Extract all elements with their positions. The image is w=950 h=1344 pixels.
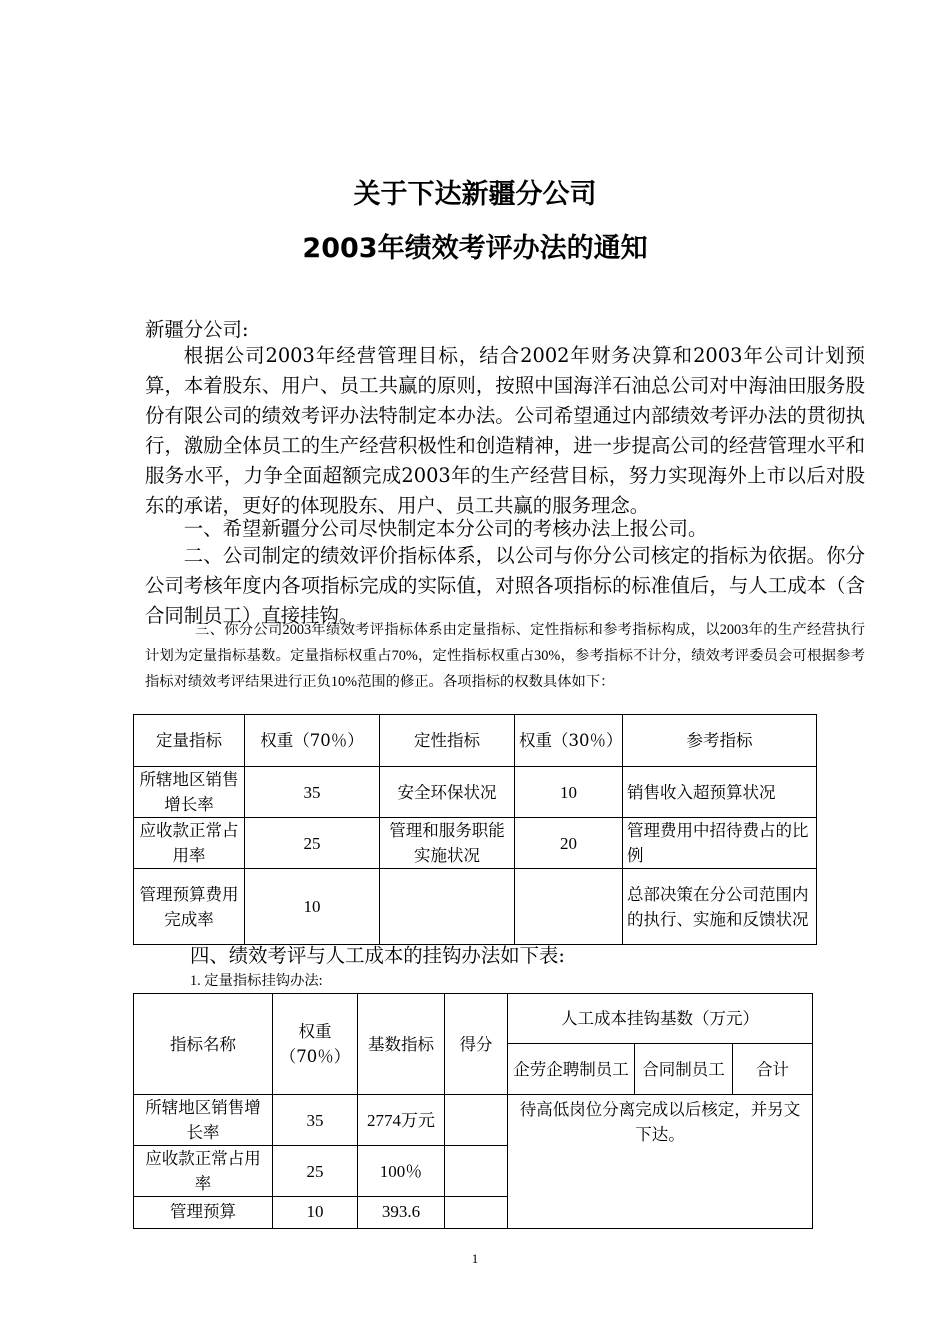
document-title-line2: 2003年绩效考评办法的通知: [302, 233, 648, 264]
cell-qual-weight: [515, 869, 623, 945]
cell-quant-weight: 35: [245, 767, 380, 818]
cell-qual: 安全环保状况: [380, 767, 515, 818]
salutation: 新疆分公司:: [145, 318, 249, 341]
cell-quant-weight: 10: [245, 869, 380, 945]
header-weight: 权重（70％）: [273, 994, 358, 1095]
paragraph-intro: 根据公司2003年经营管理目标，结合2002年财务决算和2003年公司计划预算，本着股东、用户、员工共赢的原则，按照中国海洋石油总公司对中海油田服务股份有限公司的绩效考评办法特制定本办法。公司希望通过内部绩效考评办法的贯彻执行，激励全体员工的生产经营积极性和创造精神，进一步提高公司的经营管理水平和服务水平，力争全面超额完成2003年的生产经营目标，努力实现海外上市以后对股东的承诺，更好的体现股东、用户、员工共赢的服务理念。: [145, 344, 865, 517]
header-qual-weight: 权重（30％）: [515, 715, 623, 767]
table-row: [134, 869, 817, 945]
cell-quant: 应收款正常占用率: [134, 818, 245, 869]
cell-name: 应收款正常占用率: [134, 1146, 273, 1197]
paragraph-item-2: 二、公司制定的绩效评价指标体系，以公司与你分公司核定的指标为依据。你分公司考核年度内各项指标完成的实际值，对照各项指标的标准值后，与人工成本（含合同制员工）直接挂钩。: [145, 544, 865, 627]
cell-qual-weight: 10: [515, 767, 623, 818]
cell-quant-weight: 25: [245, 818, 380, 869]
cell-qual: 管理和服务职能实施状况: [380, 818, 515, 869]
cell-base: 100％: [358, 1146, 445, 1197]
cell-quant: 管理预算费用完成率: [134, 869, 245, 945]
cell-weight: 35: [273, 1095, 358, 1146]
header-sub-total: 合计: [733, 1044, 813, 1095]
cell-ref: 管理费用中招待费占的比例: [623, 818, 817, 869]
subsection-1-heading: 1. 定量指标挂钩办法:: [190, 973, 323, 989]
cell-score: [445, 1146, 508, 1197]
header-base: 基数指标: [358, 994, 445, 1095]
table-header-row: [134, 715, 817, 767]
cell-base: 393.6: [358, 1197, 445, 1229]
page-number: 1: [471, 1251, 479, 1266]
header-quant: 定量指标: [134, 715, 245, 767]
cell-name: 所辖地区销售增长率: [134, 1095, 273, 1146]
table-row: [134, 1095, 813, 1146]
cell-weight: 10: [273, 1197, 358, 1229]
cell-score: [445, 1197, 508, 1229]
cell-weight: 25: [273, 1146, 358, 1197]
cell-qual-weight: 20: [515, 818, 623, 869]
merged-note: 待高低岗位分离完成以后核定，并另文下达。: [508, 1095, 813, 1229]
header-score: 得分: [445, 994, 508, 1095]
header-quant-weight: 权重（70％）: [245, 715, 380, 767]
cell-ref: 销售收入超预算状况: [623, 767, 817, 818]
cell-qual: [380, 869, 515, 945]
cell-score: [445, 1095, 508, 1146]
header-name: 指标名称: [134, 994, 273, 1095]
cell-quant: 所辖地区销售增长率: [134, 767, 245, 818]
header-cost-group: 人工成本挂钩基数（万元）: [508, 994, 813, 1044]
paragraph-item-3: 三、你分公司2003年绩效考评指标体系由定量指标、定性指标和参考指标构成，以2003年的生产经营执行计划为定量指标基数。定量指标权重占70%，定性指标权重占30%，参考指标不计分，绩效考评委员会可根据参考指标对绩效考评结果进行正负10%范围的修正。各项指标的权数具体如下：: [145, 622, 865, 690]
indicator-weights-table: [133, 714, 817, 945]
document-title-line1: 关于下达新疆分公司: [353, 179, 597, 210]
cell-ref: 总部决策在分公司范围内的执行、实施和反馈状况: [623, 869, 817, 945]
header-sub-contract: 合同制员工: [635, 1044, 733, 1095]
paragraph-item-1: 一、希望新疆分公司尽快制定本分公司的考核办法上报公司。: [183, 517, 708, 540]
cost-linkage-table: [133, 993, 813, 1229]
table-row: [134, 767, 817, 818]
section-4-heading: 四、绩效考评与人工成本的挂钩办法如下表:: [190, 944, 565, 967]
cell-base: 2774万元: [358, 1095, 445, 1146]
header-qual: 定性指标: [380, 715, 515, 767]
header-sub-enterprise: 企劳企聘制员工: [508, 1044, 635, 1095]
table-header-row: [134, 994, 813, 1044]
table-row: [134, 818, 817, 869]
cell-name: 管理预算: [134, 1197, 273, 1229]
header-ref: 参考指标: [623, 715, 817, 767]
